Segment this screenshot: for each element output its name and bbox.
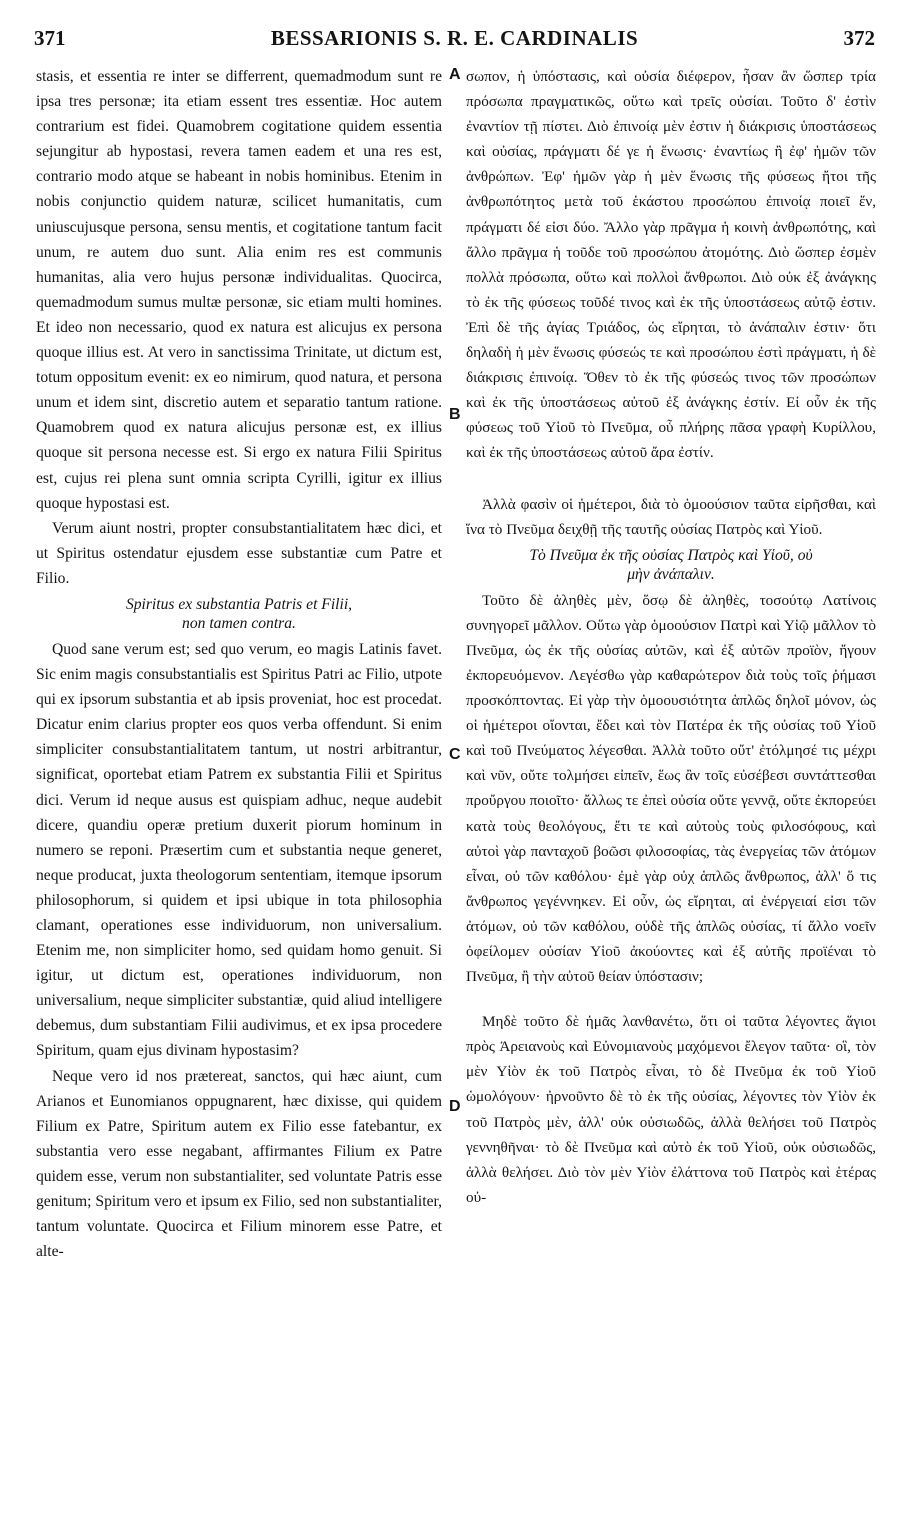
- latin-paragraph-1: stasis, et essentia re inter se differrent, quemadmodum sunt re ipsa tres personæ; ita etiam essent tres essentiæ. Hoc autem contrarium est fidei. Quamobrem cogitatione quidem essentia sejungitur ab hypostasi, revera tamen eadem et una res est, contrario modo atque se habeant in nobis hominibus. Etenim in nobis conjunctio quidem naturæ, scilicet humanitatis, cum uniuscujusque persona, sensu mentis, et cogitatione tantum facit unum, re autem duo sunt. Alia enim res est communis humanitas, alia vero hujus personæ individualitas. Quocirca, quemadmodum sumus multæ personæ, sic etiam multi homines. Et ideo non necessario, quod ex natura est alicujus ex persona quoque illius est. At vero in sanctissima Trinitate, ut dictum est, totum oppositum evenit: ex eo nimirum, quod natura, et persona unum et idem sint, discretio autem et separatio tantum ratione. Quamobrem quod ex natura alicujus personæ est, ex illius quoque sit persona necesse est. Si ergo ex natura Filii Spiritus est, cujus rei plena sunt omnia scripta Cyrilli, igitur ex illius quoque hypostasi est.: [36, 68, 442, 512]
- latin-paragraph-3: Quod sane verum est; sed quo verum, eo magis Latinis favet. Sic enim magis consubstantialis est Spiritus Patri ac Filio, utpote qui ex ipsorum substantia et ab ipsis proveniat, hoc est procedat. Dicatur enim clarius propter eos quos verba offendunt. Si enim simpliciter consubstantialitatem tantum, ut nostri arbitrantur, significat, oportebat etiam Patrem ex substantia Filii et Spiritus dici. Verum id neque ausus est quispiam adhuc, neque audebit dicere, quandiu operæ pretium duxerit piorum hominum in numero se reponi. Præsertim cum et substantia neque generet, neque producat, juxta theologorum sententiam, itemque ipsorum philosophorum, si quidem et ipsi ubique in tota philosophia clamant, operationes esse individuorum, non universalium. Etenim me, non simpliciter homo, sed quidam homo genuit. Si igitur, ut dictum est, operationes individuorum, non universalium, neque simpliciter substantiæ, quid aliud intelligere debemus, dum substantiam Filii audivimus, et ex ipsa procedere Spiritum, quam ejus divinam hypostasim?: [36, 640, 442, 1060]
- greek-section-heading: [466, 546, 876, 584]
- greek-heading-line-2: μὴν ἀνάπαλιν.: [627, 565, 715, 583]
- margin-letter-b: B: [449, 406, 461, 423]
- margin-letter-d: D: [449, 1098, 461, 1115]
- latin-paragraph-4: Neque vero id nos prætereat, sanctos, qui hæc aiunt, cum Arianos et Eunomianos oppugnarent, hæc dixisse, qui quidem Filium ex Patre, Spiritum autem ex Filio esse fatebantur, ex substantia vero esse negabant, affirmantes Filium ex Patre quidem esse, verum non substantialiter, sed voluntate Patris esse genitum; Spiritum vero et ipsum ex Filio, sed non substantialiter, tantum voluntate. Quocirca et Filium minorem esse Patre, et alte-: [36, 1067, 442, 1261]
- greek-heading-line-1: Τὸ Πνεῦμα ἐκ τῆς οὐσίας Πατρὸς καὶ Υἱοῦ, οὐ: [529, 546, 813, 564]
- greek-paragraph-4: Μηδὲ τοῦτο δὲ ἡμᾶς λανθανέτω, ὅτι οἱ ταῦτα λέγοντες ἅγιοι πρὸς Ἀρειανοὺς καὶ Εὐνομιανοὺς μαχόμενοι ἔλεγον ταῦτα· οἳ, τὸν μὲν Υἱὸν ἐκ τοῦ Πατρὸς εἶναι, τὸ δὲ Πνεῦμα ἐκ τοῦ Υἱοῦ ὡμολόγουν· ἠρνοῦντο δὲ τὸ ἐκ τῆς οὐσίας, λέγοντες τὸν Υἱὸν ἐκ τοῦ Πατρὸς μὲν, ἀλλ' οὐκ οὐσιωδῶς, ἀλλὰ θελήσει τοῦ Πατρὸς γεννηθῆναι· τὸ δὲ Πνεῦμα καὶ αὐτὸ ἐκ τοῦ Υἱοῦ, οὐκ οὐσιωδῶς, ἀλλὰ θελήσει. Διὸ τὸν μὲν Υἱὸν ἐλάττονα τοῦ Πατρὸς καὶ ἑτέρας οὐ-: [466, 1013, 876, 1206]
- latin-section-heading: [36, 595, 442, 633]
- margin-letter-c: C: [449, 746, 461, 763]
- latin-paragraph-2: Verum aiunt nostri, propter consubstantialitatem hæc dici, et ut Spiritus ostendatur ejusdem esse substantiæ cum Patre et Filio.: [36, 519, 442, 587]
- margin-letter-a: A: [449, 66, 461, 83]
- running-title: BESSARIONIS S. R. E. CARDINALIS: [270, 26, 639, 50]
- greek-paragraph-1: σωπον, ἡ ὑπόστασις, καὶ οὐσία διέφερον, ἦσαν ἂν ὥσπερ τρία πρόσωπα πραγματικῶς, οὕτω καὶ τρεῖς οὐσίαι. Τοῦτο δ' ἐστὶν ἐναντίον τῇ πίστει. Διὸ ἐπινοίᾳ μὲν ἐστιν ἡ διάκρισις ὑποστάσεως καὶ οὐσίας, πράγματι δέ γε ἡ ἕνωσις· ἐναντίως ἢ ἐφ' ἡμῶν τῶν ἀνθρώπων. Ἐφ' ἡμῶν γὰρ ἡ μὲν ἕνωσις τῆς φύσεως ἤτοι τῆς ἀνθρωπότητος μετὰ τοῦ ἑκάστου προσώπου ἐπινοίᾳ ποιεῖ ἕν, πράγματι δέ εἰσι δύο. Ἄλλο γὰρ πρᾶγμα ἡ κοινὴ ἀνθρωπότης, καὶ ἄλλο πρᾶγμα ἡ τοῦδε τοῦ προσώπου ἀτομότης. Διὸ ὥσπερ ἐσμὲν πολλὰ πρόσωπα, οὕτω καὶ πολλοὶ ἄνθρωποι. Διὸ οὐκ ἐξ ἀνάγκης τὸ ἐκ τῆς φύσεως τοῦδέ τινος καὶ ἐκ τῆς ὑποστάσεως αὐτῷ ἐστιν. Ἐπὶ δὲ τῆς ἁγίας Τριάδος, ὡς εἴρηται, τὸ ἀνάπαλιν ἐστιν· ὅτι δηλαδὴ ἡ μὲν ἕνωσις φύσεώς τε καὶ προσώπου ἐστὶ πράγματι, ἡ δὲ διάκρισις ἐπινοίᾳ. Ὅθεν τὸ ἐκ τῆς φύσεώς τινος τῶν προσώπων καὶ ἐκ τῆς ὑποστάσεως αὐτοῦ ἐξ ἀνάγκης ἐστίν. Εἰ οὖν ἐκ τῆς φύσεως τοῦ Υἱοῦ τὸ Πνεῦμα, οὗ πλήρης πᾶσα γραφὴ Κυρίλλου, καὶ ἐκ τῆς ὑποστάσεως αὐτοῦ ἄρα ἐστίν.: [466, 68, 876, 462]
- page-number-left: 371: [34, 26, 66, 50]
- greek-paragraph-2: Ἀλλὰ φασὶν οἱ ἡμέτεροι, διὰ τὸ ὁμοούσιον ταῦτα εἰρῆσθαι, καὶ ἵνα τὸ Πνεῦμα δειχθῇ τῆς ταυτῆς οὐσίας Πατρὸς καὶ Υἱοῦ.: [466, 495, 876, 538]
- latin-column: [36, 64, 442, 1264]
- greek-column: [466, 64, 876, 1210]
- page-number-right: 372: [843, 26, 875, 50]
- latin-heading-line-1: Spiritus ex substantia Patris et Filii,: [125, 595, 353, 613]
- page-header: [34, 26, 875, 56]
- latin-heading-line-2: non tamen contra.: [182, 614, 296, 632]
- greek-paragraph-3: Τοῦτο δὲ ἀληθὲς μὲν, ὅσῳ δὲ ἀληθὲς, τοσούτῳ Λατίνοις συνηγορεῖ μᾶλλον. Οὕτω γὰρ ὁμοούσιον Πατρὶ καὶ Υἱῷ μᾶλλον τὸ Πνεῦμα, ὡς ἐκ τῆς οὐσίας αὐτῶν, καὶ ἐξ αὐτῶν προϊὸν, ἤγουν ἐκπορευόμενον. Λεγέσθω γὰρ καθαρώτερον διὰ τοὺς τοῖς ῥήμασι προσκόπτοντας. Εἰ γὰρ τὴν ὁμοουσιότητα ἁπλῶς δηλοῖ μόνον, ὡς οἱ ἡμέτεροι οἴονται, ἔδει καὶ τὸν Πατέρα ἐκ τῆς οὐσίας τοῦ Υἱοῦ καὶ τοῦ Πνεύματος λέγεσθαι. Ἀλλὰ τοῦτο οὔτ' ἐτόλμησέ τις μέχρι καὶ νῦν, οὔτε τολμήσει εἰπεῖν, ἕως ἂν τοῖς εὐσέβεσι συντάττεσθαι προὔργου ποιοῖτο· ἄλλως τε ἐπεὶ οὐσία οὔτε γεννᾷ, οὔτε ἐκπορεύει κατὰ τοὺς θεολόγους, ἔτι τε καὶ αὐτοὺς τοὺς φιλοσόφους, καὶ αὐτοὶ γὰρ πανταχοῦ βοῶσι φιλοσοφίας, τὰς ἐνεργείας τῶν ἀτόμων εἶναι, οὐ τῶν καθόλου· ἐμὲ γὰρ οὐχ ἁπλῶς ἄνθρωπος, ἀλλ' ὅ τις ἄνθρωπος γεγέννηκεν. Εἰ οὖν, ὡς εἴρηται, αἱ ἐνέργειαί εἰσι τῶν ἀτόμων, οὐ τῶν καθόλου, οὐδὲ τῆς ἁπλῶς οὐσίας, τί ἄλλο νοεῖν ὀφείλομεν οὐσίαν Υἱοῦ ἀκούοντες καὶ ἐξ αὐτῆς προϊέναι τὸ Πνεῦμα, ἢ τὴν αὐτοῦ θείαν ὑπόστασιν;: [466, 591, 876, 986]
